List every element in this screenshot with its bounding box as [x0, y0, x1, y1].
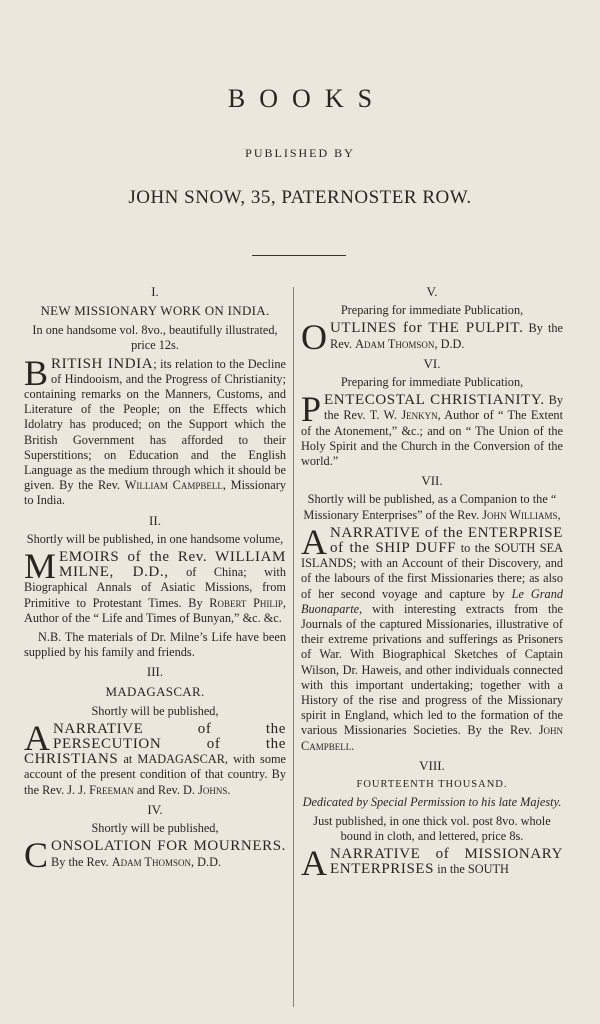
listing-description: ANARRATIVE of the ENTERPRISE of the SHIP DUFF to the SOUTH SEA ISLANDS; with an Account of their Discovery, and of the labours of the first Missionaries there; as also of her second voyage and capture by Le Grand Buonaparte, with interesting extracts from the Journals of the captured Missionaries, illustrative of their extreme privations and sufferings as Prisoners of War. With Biographical Sketches of Captain Wilson, Dr. Haweis, and other individuals connected with this important undertaking; together with a History of the rise and progress of the Missionary spirit in England, which led to the formation of the various Missionaries Societies. By the Rev. John Campbell. [301, 521, 564, 753]
listing-number: II. [149, 512, 161, 528]
listing-number: IV. [147, 801, 163, 817]
drop-cap: C [24, 835, 49, 876]
drop-cap: A [24, 717, 50, 758]
listing-6 [301, 356, 563, 469]
author-name: T. W. Jenkyn [369, 408, 438, 423]
listing-announcement: Shortly will be published, in one handsome volume, [26, 531, 284, 546]
drop-cap: M [24, 546, 57, 587]
listing-8 [301, 757, 563, 883]
listing-number: VI. [423, 355, 441, 371]
column-divider [293, 287, 294, 1007]
author-name: Robert Philip [209, 595, 283, 610]
book-title: UTLINES for THE PULPIT. [330, 320, 524, 337]
listing-number: VII. [421, 473, 443, 489]
drop-cap: A [301, 521, 327, 562]
listing-announcement: Preparing for immediate Publication, [340, 375, 524, 390]
listing-7 [301, 473, 563, 754]
listing-heading: NEW MISSIONARY WORK ON INDIA. [40, 303, 270, 319]
listing-4 [24, 801, 286, 876]
author-name: William Campbell [124, 478, 223, 493]
author-name: Adam Thomson [355, 336, 435, 351]
drop-cap: P [301, 389, 322, 430]
listing-description: CONSOLATION FOR MOURNERS. By the Rev. Adam Thomson, D.D. [24, 835, 286, 876]
author-name: John Campbell [301, 723, 563, 753]
ship-name: Le Grand Buonaparte [301, 586, 564, 616]
listing-announcement: Shortly will be published, as a Companion to the “ Missionary Enterprises” of the Rev. John Williams, [303, 492, 561, 522]
listing-2 [24, 513, 286, 661]
listing-number: III. [146, 664, 164, 680]
listing-number: VIII. [419, 757, 445, 773]
drop-cap: B [24, 352, 49, 393]
book-title: ENTECOSTAL CHRISTIANITY. [324, 392, 545, 409]
listing-heading: MADAGASCAR. [105, 683, 205, 699]
listing-description: ANARRATIVE of the PERSECUTION of the CHRISTIANS at MADAGASCAR, with some account of the present condition of that country. By the Rev. J. J. Freeman and Rev. D. Johns. [24, 717, 286, 797]
book-title: NARRATIVE of MISSIONARY ENTERPRISES [330, 845, 563, 878]
listing-description: MEMOIRS of the Rev. WILLIAM MILNE, D.D., of China; with Biographical Annals of Asiatic Missions, from Primitive to Protestant Times. By Robert Philip, Author of the “ Life and Times of Bunyan,” &c. &c. [24, 546, 286, 625]
book-title: NARRATIVE of the PERSECUTION of the CHRISTIANS [24, 720, 286, 768]
listing-announcement: Shortly will be published, [91, 821, 219, 836]
listing-1 [24, 284, 286, 509]
listing-description: ANARRATIVE of MISSIONARY ENTERPRISES in the SOUTH [301, 842, 563, 883]
listing-description: PENTECOSTAL CHRISTIANITY. By the Rev. T. W. Jenkyn, Author of “ The Extent of the Atonement,” &c.; and on “ The Union of the Holy Spirit and the Church in the Conversion of the world.” [301, 389, 563, 469]
listing-3 [24, 664, 286, 797]
author-name: John Williams [482, 507, 558, 522]
dedication: Dedicated by Special Permission to his late Majesty. [302, 795, 562, 810]
author-name: Adam Thomson [111, 854, 191, 869]
page-title: BOOKS [227, 84, 387, 113]
listing-number: I. [151, 284, 159, 299]
author-name: J. J. Freeman [67, 782, 134, 797]
published-by-line: PUBLISHED BY [245, 146, 355, 160]
listing-number: V. [426, 284, 438, 299]
listing-description: BRITISH INDIA; its relation to the Decline of Hindooism, and the Progress of Christianity; containing remarks on the Manners, Customs, and Literature of the People; on the Effects which Idolatry has produced; on the Support which the British Government has afforded to their Superstitions; on Education and the English Language as the medium through which it should be given. By the Rev. William Campbell, Missionary to India. [24, 352, 286, 508]
drop-cap: A [301, 842, 327, 883]
listing-announcement: Shortly will be published, [91, 703, 219, 718]
listing-description: OUTLINES for THE PULPIT. By the Rev. Adam Thomson, D.D. [301, 317, 563, 358]
listing-format: In one handsome vol. 8vo., beautifully illustrated, price 12s. [32, 323, 278, 353]
book-title: ONSOLATION FOR MOURNERS. [51, 838, 286, 855]
book-title: EMOIRS of the Rev. WILLIAM MILNE, D.D., [59, 549, 286, 581]
publisher-name: JOHN SNOW, 35, PATERNOSTER ROW. [128, 187, 472, 208]
drop-cap: O [301, 317, 327, 358]
listing-note: N.B. The materials of Dr. Milne’s Life have been supplied by his family and friends. [24, 630, 286, 660]
author-name: D. Johns [183, 782, 228, 797]
book-title: NARRATIVE of the ENTERPRISE of the SHIP DUFF [330, 524, 563, 557]
book-title: RITISH INDIA [51, 355, 154, 372]
listing-announcement: Preparing for immediate Publication, [340, 303, 524, 318]
right-column [301, 284, 563, 881]
left-column [24, 284, 286, 874]
listing-5 [301, 284, 563, 358]
edition-note: FOURTEENTH THOUSAND. [356, 779, 508, 791]
header-rule [252, 255, 346, 256]
listing-format: Just published, in one thick vol. post 8vo. whole bound in cloth, and lettered, price 8s. [313, 813, 551, 843]
